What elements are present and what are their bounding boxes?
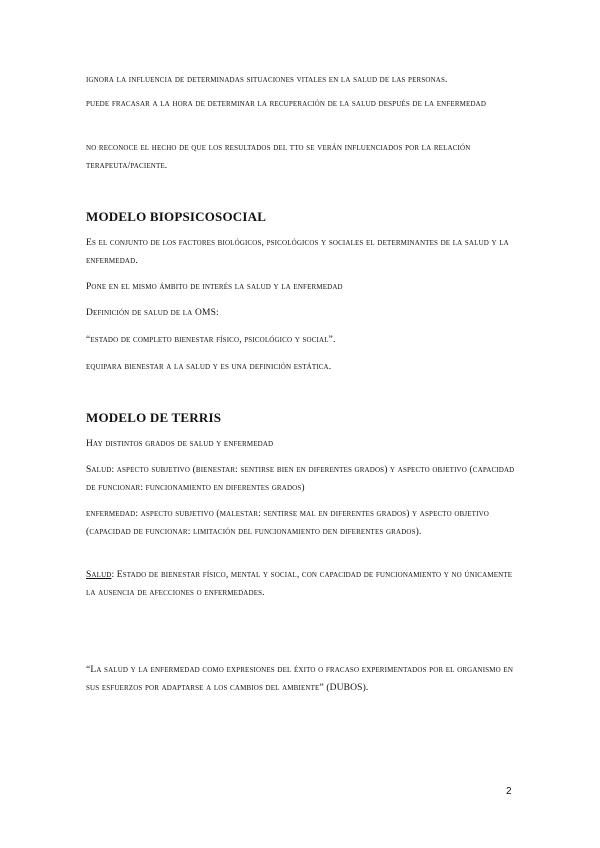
intro-line-3: no reconoce el hecho de que los resultados del tto se verán influenciados por la relación terapeuta/paciente. [86, 143, 471, 171]
biopsicosocial-paragraph-2: Pone en el mismo ámbito de interés la salud y la enfermedad [86, 282, 343, 292]
dubos-quote: “La salud y la enfermedad como expresiones del éxito o fracaso experimentados por el organismo en sus esfuerzos por adaptarse a los cambios del ambiente” (DUBOS). [86, 665, 514, 693]
heading-terris: MODELO DE TERRIS [86, 410, 222, 425]
terris-paragraph-3: enfermedad: aspecto subjetivo (malestar: sentirse mal en diferentes grados) y aspecto objetivo (capacidad de funcionar: limitación del funcionamiento den diferentes grados). [86, 509, 489, 537]
intro-line-1: ignora la influencia de determinadas situaciones vitales en la salud de las personas. [86, 75, 448, 85]
biopsicosocial-paragraph-5: equipara bienestar a la salud y es una definición estática. [86, 362, 332, 372]
biopsicosocial-paragraph-3: Definición de salud de la OMS: [86, 308, 219, 318]
terris-paragraph-2: Salud: aspecto subjetivo (bienestar: sentirse bien en diferentes grados) y aspecto objetivo (capacidad de funcionar: funcionamiento en diferentes grados) [86, 465, 515, 493]
terris-paragraph-4 [86, 567, 518, 602]
salud-underlined-label: Salud [86, 570, 112, 580]
salud-definition-text: : Estado de bienestar físico, mental y social, con capacidad de funcionamiento y no únicamente la ausencia de afecciones o enfermedades. [86, 570, 513, 598]
biopsicosocial-paragraph-4: “estado de completo bienestar físico, psicológico y social”. [86, 335, 336, 345]
biopsicosocial-paragraph-1: Es el conjunto de los factores biológicos, psicológicos y sociales el determinantes de la salud y la enfermedad. [86, 238, 509, 266]
terris-paragraph-1: Hay distintos grados de salud y enfermedad [86, 439, 274, 449]
page-number: 2 [506, 786, 512, 797]
heading-biopsicosocial: MODELO BIOPSICOSOCIAL [86, 209, 267, 224]
intro-line-2: puede fracasar a la hora de determinar la recuperación de la salud después de la enfermedad [86, 99, 487, 109]
